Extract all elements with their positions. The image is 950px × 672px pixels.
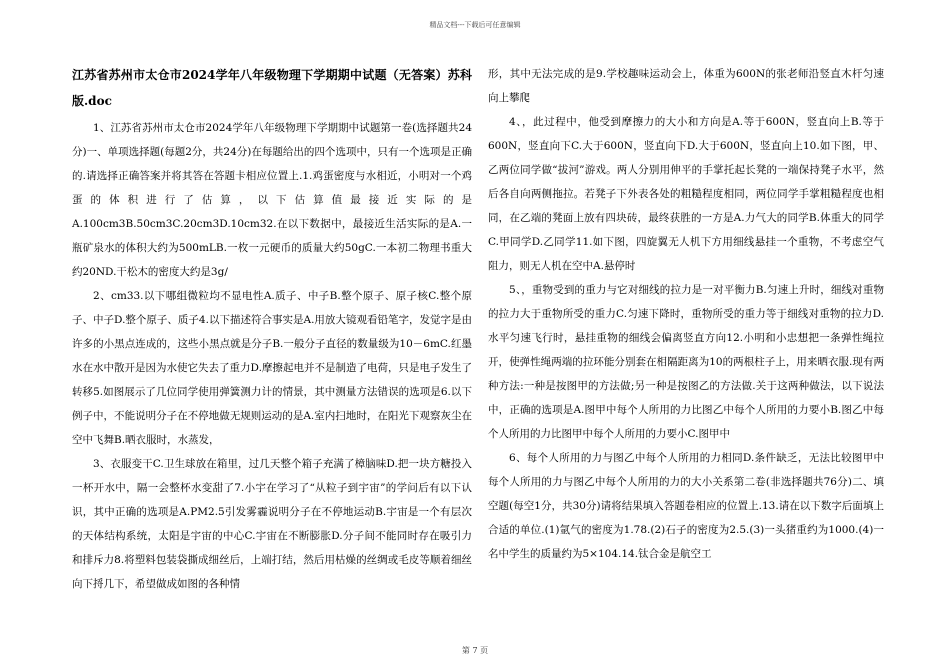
paragraph-5: 5、，重物受到的重力与它对细线的拉力是一对平衡力B.匀速上升时，细线对重物的拉力大于重物所受的重力C.匀速下降时，重物所受的重力等于细线对重物的拉力D.水平匀速飞行时，悬挂重物的细线会偏离竖直方向12.小明和小忠想把一条弹性绳拉开，使弹性绳两端的拉环能分别套在相隔距离为10的两根柱子上，用来晒衣服.现有两种方法:一种是按图甲的方法做;另一种是按图乙的方法做.关于这两种做法，以下说法中，正确的选项是A.图甲中每个人所用的力比图乙中每个人所用的力要小B.图乙中每个人所用的力比图甲中每个人所用的力要小C.图甲中 (488, 284, 884, 440)
right-column (488, 62, 884, 566)
paragraph-2: 2、cm33.以下哪组微粒均不显电性A.质子、中子B.整个原子、原子核C.整个原子、中子D.整个原子、质子4.以下描述符合事实是A.用放大镜观看铅笔字，发觉字是由许多的小黑点连成的，这些小黑点就是分子B.一般分子直径的数量级为10－6mC.红墨水在水中散开是因为水使它失去了重力D.摩擦起电并不是制造了电荷，只是电子发生了转移5.如图展示了几位同学使用弹簧测力计的情景，其中测量方法错误的选项是6.以下例子中，不能说明分子在不停地做无规则运动的是A.室内扫地时，在阳光下观察灰尘在空中飞舞B.晒衣服时，水蒸发， (72, 290, 472, 446)
page-number: 第 7 页 (461, 646, 489, 655)
page-header: 精品文档---下载后可任意编辑 (429, 21, 521, 29)
paragraph-3-continuation: 形，其中无法完成的是9.学校趣味运动会上，体重为600N的张老师沿竖直木杆匀速向上攀爬 (488, 68, 884, 104)
paragraph-1: 1、江苏省苏州市太仓市2024学年八年级物理下学期期中试题第一卷(选择题共24分)一、单项选择题(每题2分，共24分)在每题给出的四个选项中，只有一个选项是正确的.请选择正确答案并将其答在答题卡相应位置上.1.鸡蛋密度与水相近，小明对一个鸡蛋的体积进行了估算，以下估算值最接近实际的是A.100cm3B.50cm3C.20cm3D.10cm32.在以下数据中，最接近生活实际的是A.一瓶矿泉水的体积大约为500mLB.一枚一元硬币的质量大约50gC.一本初二物理书重大约20ND.干松木的密度大约是3g/ (72, 122, 472, 278)
left-column (72, 62, 472, 596)
paragraph-6: 6、每个人所用的力与图乙中每个人所用的力相同D.条件缺乏，无法比较图甲中每个人所用的力与图乙中每个人所用的力的大小关系第二卷(非选择题共76分)二、填空题(每空1分，共30分)请将结果填入答题卷相应的位置上.13.请在以下数字后面填上合适的单位.(1)氩气的密度为1.78.(2)石子的密度为2.5.(3)一头猪重约为1000.(4)一名中学生的质量约为5×104.14.钛合金是航空工 (488, 452, 884, 560)
paragraph-3: 3、衣服变干C.卫生球放在箱里，过几天整个箱子充满了樟脑味D.把一块方糖投入一杯开水中，隔一会整杯水变甜了7.小宇在学习了“从粒子到宇宙”的学问后有以下认识，其中正确的选项是A.PM2.5引发雾霾说明分子在不停地运动B.宇宙是一个有层次的天体结构系统，太阳是宇宙的中心C.宇宙在不断膨胀D.分子间不能同时存在吸引力和排斥力8.将塑料包装袋撕成细丝后，上端打结，然后用枯燥的丝绸或毛皮等顺着细丝向下捋几下，希望做成如图的各种情 (72, 458, 472, 590)
paragraph-4: 4、，此过程中，他受到摩擦力的大小和方向是A.等于600N，竖直向上B.等于600N，竖直向下C.大于600N，竖直向下D.大于600N，竖直向上10.如下图，甲、乙两位同学做“拔河”游戏。两人分别用伸平的手掌托起长凳的一端保持凳子水平，然后各自向两侧拖拉。若凳子下外表各处的粗糙程度相同，两位同学手掌粗糙程度也相同，在乙端的凳面上放有四块砖，最终获胜的一方是A.力气大的同学B.体重大的同学C.甲同学D.乙同学11.如下图，四旋翼无人机下方用细线悬挂一个重物，不考虑空气阻力，则无人机在空中A.悬停时 (488, 116, 884, 272)
document-title: 江苏省苏州市太仓市2024学年八年级物理下学期期中试题（无答案）苏科版.doc (72, 68, 472, 108)
